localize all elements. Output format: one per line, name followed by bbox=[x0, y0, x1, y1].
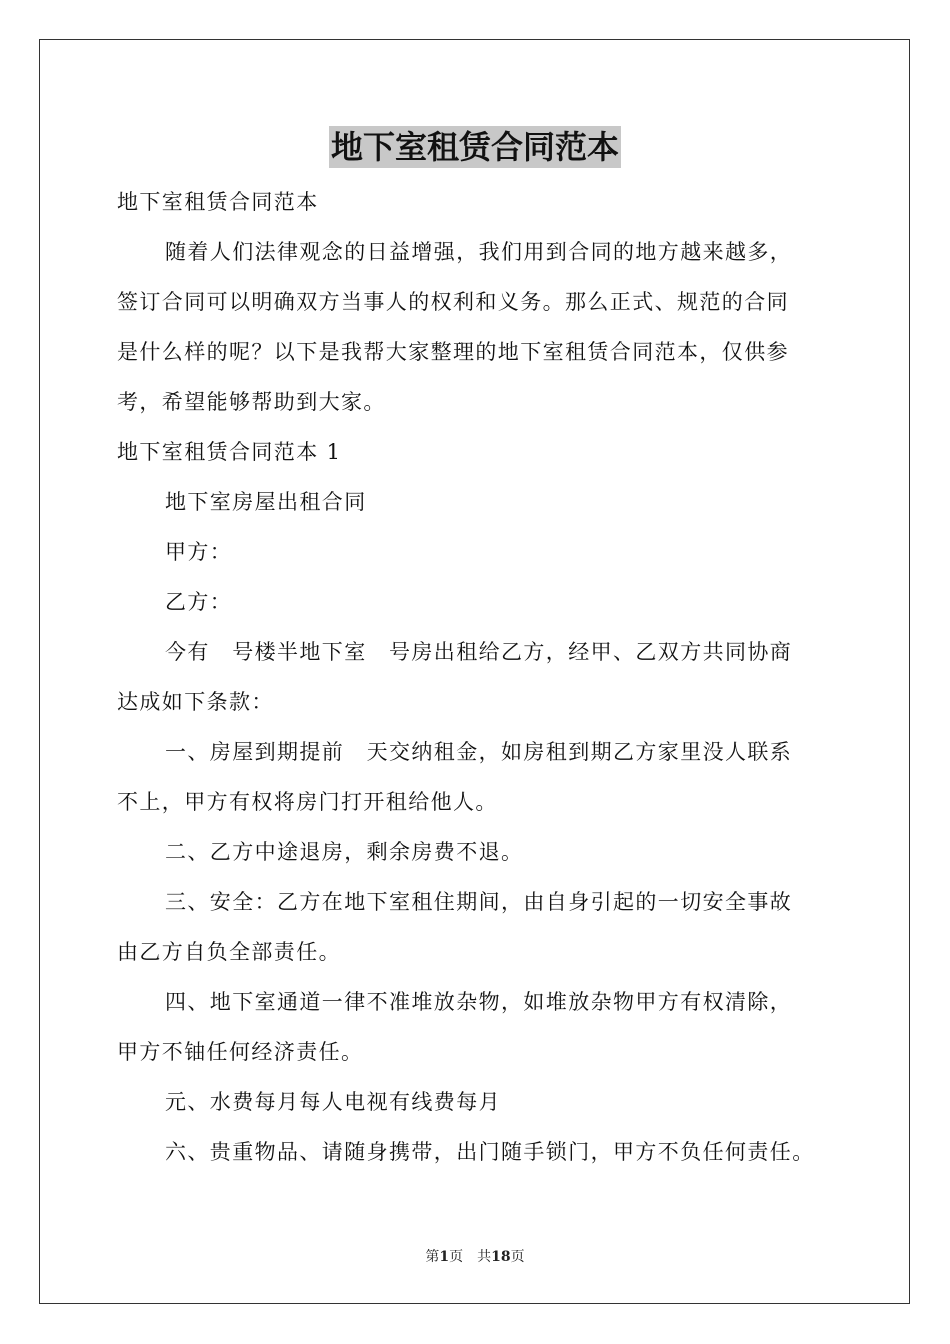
footer-prefix: 第 bbox=[425, 1249, 440, 1265]
text-line: 随着人们法律观念的日益增强，我们用到合同的地方越来越多， bbox=[165, 240, 793, 264]
text-line: 甲方： bbox=[165, 540, 233, 564]
text-line: 不上，甲方有权将房门打开租给他人。 bbox=[117, 790, 498, 814]
title-container bbox=[0, 126, 950, 168]
footer-page-suffix: 页 bbox=[449, 1249, 464, 1265]
footer-total-prefix: 共 bbox=[477, 1249, 492, 1265]
current-page-number: 1 bbox=[439, 1249, 450, 1265]
text-line: 由乙方自负全部责任。 bbox=[117, 940, 341, 964]
text-line: 达成如下条款： bbox=[117, 690, 274, 714]
text-line: 元、水费每月每人电视有线费每月 bbox=[165, 1090, 501, 1114]
text-line: 乙方： bbox=[165, 590, 233, 614]
text-line: 一、房屋到期提前 天交纳租金，如房租到期乙方家里没人联系 bbox=[165, 740, 793, 764]
total-page-number: 18 bbox=[491, 1249, 511, 1265]
document-body bbox=[117, 177, 847, 1177]
footer-total-suffix: 页 bbox=[510, 1249, 525, 1265]
page-footer bbox=[0, 1247, 950, 1267]
text-line: 是什么样的呢？以下是我帮大家整理的地下室租赁合同范本，仅供参 bbox=[117, 340, 789, 364]
text-line: 二、乙方中途退房，剩余房费不退。 bbox=[165, 840, 524, 864]
text-line: 三、安全：乙方在地下室租住期间，由自身引起的一切安全事故 bbox=[165, 890, 793, 914]
text-line: 甲方不铀任何经济责任。 bbox=[117, 1040, 364, 1064]
text-line: 六、贵重物品、请随身携带，出门随手锁门，甲方不负任何责任。 bbox=[165, 1140, 815, 1164]
text-line: 地下室租赁合同范本 1 bbox=[117, 440, 342, 464]
text-line: 四、地下室通道一律不准堆放杂物，如堆放杂物甲方有权清除， bbox=[165, 990, 793, 1014]
text-line: 地下室租赁合同范本 bbox=[117, 190, 319, 214]
document-title: 地下室租赁合同范本 bbox=[330, 128, 619, 166]
text-line: 签订合同可以明确双方当事人的权利和义务。那么正式、规范的合同 bbox=[117, 290, 789, 314]
text-line: 地下室房屋出租合同 bbox=[165, 490, 367, 514]
text-line: 考，希望能够帮助到大家。 bbox=[117, 390, 386, 414]
text-line: 今有 号楼半地下室 号房出租给乙方，经甲、乙双方共同协商 bbox=[165, 640, 793, 664]
